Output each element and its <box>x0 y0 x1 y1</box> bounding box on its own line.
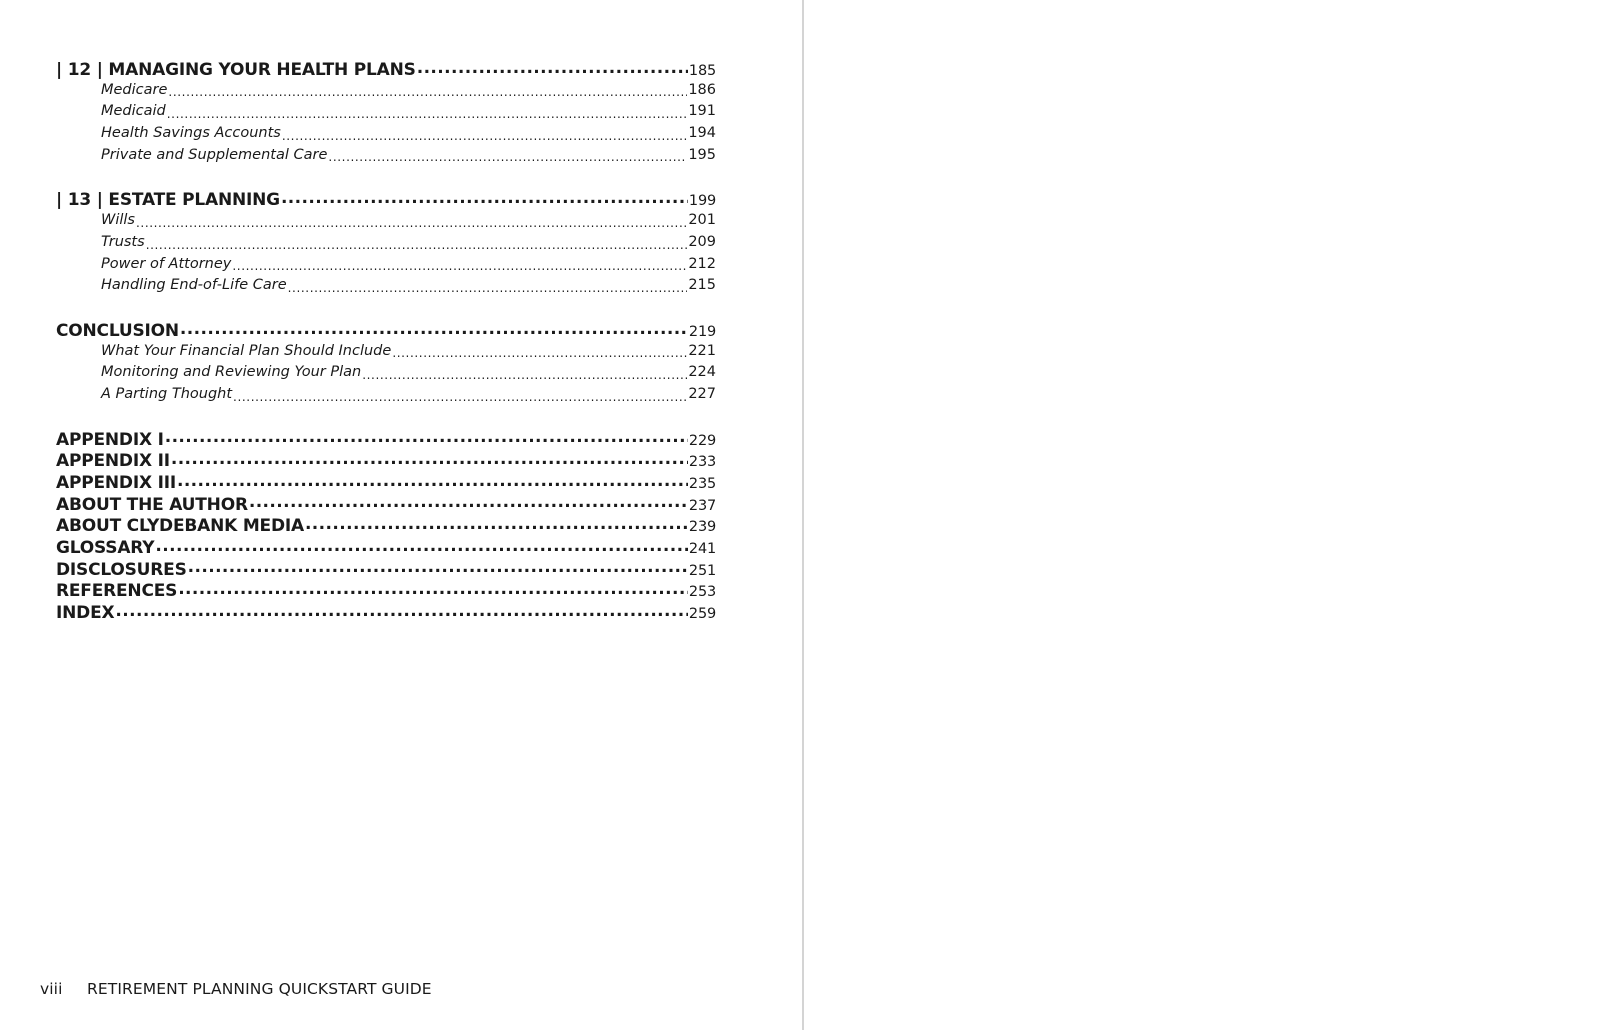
toc-entry-page-number: 251 <box>688 562 716 579</box>
toc-dot-leader <box>171 451 688 473</box>
toc-dot-leader <box>146 234 688 256</box>
toc-entry-title: APPENDIX II <box>56 451 170 472</box>
toc-entry-page-number: 195 <box>688 146 716 163</box>
toc-dot-leader <box>180 321 688 343</box>
toc-entry-main[interactable] <box>56 516 716 538</box>
toc-dot-leader <box>168 82 687 104</box>
toc-entry-page-number: 186 <box>688 81 716 98</box>
toc-entry-main[interactable] <box>56 603 716 625</box>
toc-entry-page-number: 259 <box>688 606 716 623</box>
toc-entry-page-number: 229 <box>688 432 716 449</box>
toc-dot-leader <box>249 495 688 517</box>
toc-entry-title: | 13 | ESTATE PLANNING <box>56 190 280 211</box>
toc-entry-page-number: 185 <box>688 63 716 79</box>
toc-section-group <box>56 60 716 168</box>
toc-entry-page-number: 219 <box>688 323 716 340</box>
toc-entry-main[interactable] <box>56 430 716 452</box>
toc-section-group <box>56 430 716 625</box>
toc-entry-page-number: 235 <box>688 476 716 492</box>
toc-entry-title: ABOUT THE AUTHOR <box>56 494 248 515</box>
toc-entry-sub[interactable] <box>56 125 716 147</box>
toc-entry-page-number: 212 <box>688 255 716 272</box>
toc-dot-leader <box>136 212 687 234</box>
toc-entry-page-number: 191 <box>688 103 716 120</box>
toc-entry-main[interactable] <box>56 473 716 495</box>
toc-dot-leader <box>165 430 688 452</box>
toc-dot-leader <box>232 256 687 278</box>
toc-entry-page-number: 215 <box>688 277 716 294</box>
toc-entry-sub[interactable] <box>56 103 716 125</box>
toc-entry-main[interactable] <box>56 538 716 560</box>
page-spread-divider <box>802 0 804 1030</box>
page-footer <box>40 980 432 998</box>
toc-entry-title: APPENDIX I <box>56 429 164 450</box>
toc-entry-title: Power of Attorney <box>101 255 232 272</box>
toc-entry-page-number: 233 <box>688 454 716 471</box>
toc-entry-sub[interactable] <box>56 364 716 386</box>
toc-entry-sub[interactable] <box>56 256 716 278</box>
toc-entry-title: Wills <box>101 212 135 229</box>
toc-entry-title: What Your Financial Plan Should Include <box>101 342 392 359</box>
toc-entry-title: Medicaid <box>101 103 166 120</box>
toc-entry-sub[interactable] <box>56 343 716 365</box>
toc-entry-page-number: 241 <box>688 541 716 558</box>
toc-entry-title: CONCLUSION <box>56 320 179 341</box>
footer-page-number: viii <box>40 980 63 998</box>
toc-entry-page-number: 209 <box>688 233 716 250</box>
toc-entry-page-number: 253 <box>688 584 716 601</box>
toc-entry-sub[interactable] <box>56 234 716 256</box>
toc-entry-title: Monitoring and Reviewing Your Plan <box>101 364 362 381</box>
toc-dot-leader <box>155 538 688 560</box>
toc-dot-leader <box>233 386 687 408</box>
toc-entry-main[interactable] <box>56 60 716 82</box>
toc-entry-main[interactable] <box>56 495 716 517</box>
toc-entry-title: APPENDIX III <box>56 473 176 493</box>
toc-dot-leader <box>282 125 687 147</box>
toc-dot-leader <box>188 560 688 582</box>
toc-entry-main[interactable] <box>56 581 716 603</box>
toc-dot-leader <box>305 516 688 538</box>
toc-dot-leader <box>178 581 688 603</box>
toc-entry-page-number: 199 <box>688 193 716 210</box>
toc-entry-page-number: 221 <box>688 342 716 359</box>
toc-entry-main[interactable] <box>56 560 716 582</box>
toc-entry-title: REFERENCES <box>56 581 178 602</box>
toc-entry-page-number: 227 <box>688 385 716 402</box>
toc-entry-title: A Parting Thought <box>101 385 233 402</box>
toc-dot-leader <box>417 60 688 82</box>
toc-dot-leader <box>362 364 687 386</box>
toc-entry-title: | 12 | MANAGING YOUR HEALTH PLANS <box>56 60 416 80</box>
toc-dot-leader <box>177 473 688 495</box>
toc-entry-title: Handling End-of-Life Care <box>101 277 287 294</box>
toc-entry-main[interactable] <box>56 321 716 343</box>
table-of-contents <box>56 60 716 625</box>
toc-entry-title: INDEX <box>56 603 115 624</box>
toc-entry-title: DISCLOSURES <box>56 559 187 580</box>
toc-section-group <box>56 321 716 408</box>
toc-entry-main[interactable] <box>56 190 716 212</box>
toc-dot-leader <box>167 103 688 125</box>
toc-entry-page-number: 237 <box>688 497 716 514</box>
footer-book-title: RETIREMENT PLANNING QUICKSTART GUIDE <box>87 980 432 998</box>
toc-entry-page-number: 201 <box>688 212 716 229</box>
toc-dot-leader <box>288 277 688 299</box>
toc-dot-leader <box>392 343 687 365</box>
toc-dot-leader <box>281 190 688 212</box>
toc-entry-page-number: 194 <box>688 125 716 142</box>
toc-entry-sub[interactable] <box>56 277 716 299</box>
toc-dot-leader <box>115 603 688 625</box>
toc-dot-leader <box>328 147 687 169</box>
toc-entry-sub[interactable] <box>56 212 716 234</box>
toc-entry-title: Trusts <box>101 233 145 250</box>
toc-entry-title: Medicare <box>101 81 168 98</box>
toc-entry-sub[interactable] <box>56 147 716 169</box>
toc-entry-sub[interactable] <box>56 82 716 104</box>
toc-entry-title: Health Savings Accounts <box>101 125 281 142</box>
toc-entry-title: ABOUT CLYDEBANK MEDIA <box>56 516 304 537</box>
toc-entry-sub[interactable] <box>56 386 716 408</box>
toc-entry-title: GLOSSARY <box>56 538 155 559</box>
toc-section-group <box>56 190 716 298</box>
toc-entry-page-number: 224 <box>688 364 716 381</box>
toc-entry-page-number: 239 <box>688 519 716 536</box>
toc-entry-main[interactable] <box>56 451 716 473</box>
toc-entry-title: Private and Supplemental Care <box>101 146 328 163</box>
